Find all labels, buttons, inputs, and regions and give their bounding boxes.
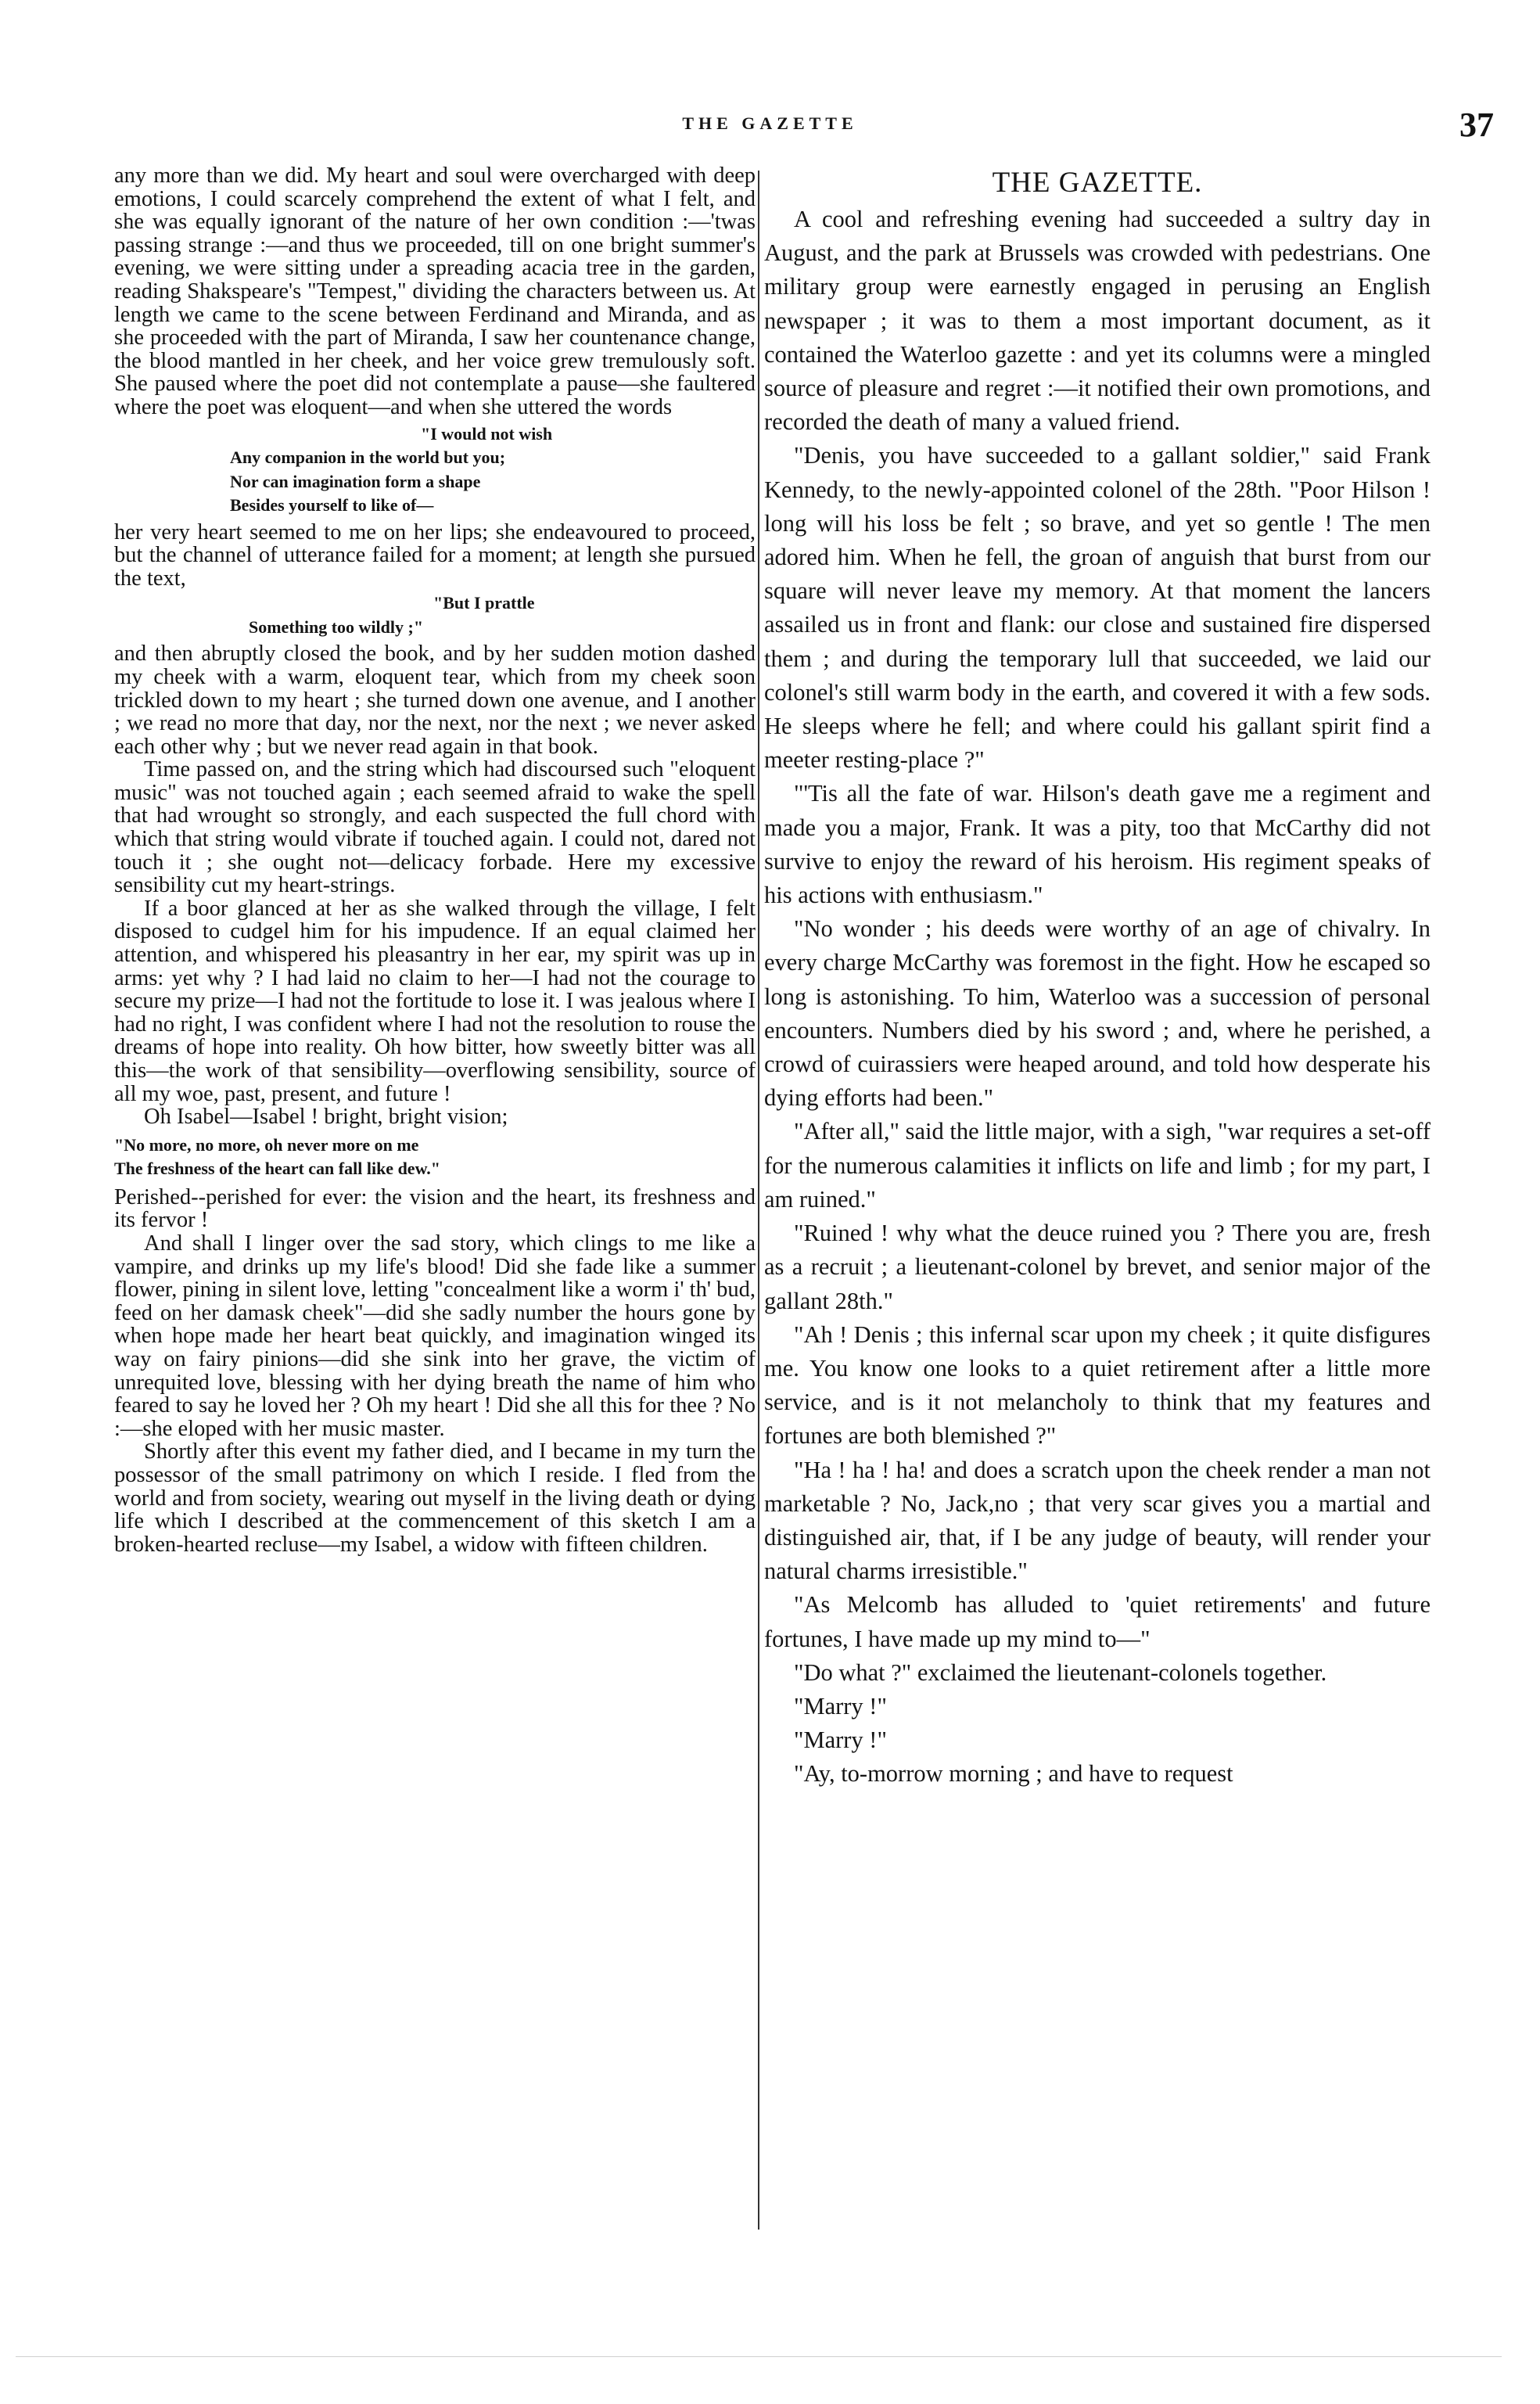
paragraph: "As Melcomb has alluded to 'quiet retirements' and future fortunes, I have made up my mind to—" <box>764 1591 1431 1652</box>
paragraph: "Ruined ! why what the deuce ruined you ? There you are, fresh as a recruit ; a lieutenant-colonel by brevet, and senior major of the gallant 28th." <box>764 1220 1431 1314</box>
running-head: THE GAZETTE <box>682 113 858 133</box>
paragraph: "Ay, to-morrow morning ; and have to request <box>794 1760 1233 1788</box>
paragraph: "Ah ! Denis ; this infernal scar upon my cheek ; it quite disfigures me. You know one looks to a quiet retirement after a little more service, and is it not melancholy to think that my features and fortunes are both blemished ?" <box>764 1321 1431 1450</box>
paragraph: A cool and refreshing evening had succeeded a sultry day in August, and the park at Brussels was crowded with pedestrians. One military group were earnestly engaged in perusing an English newspaper ; it was to them a most important document, as it contained the Waterloo gazette : and yet its columns were a mingled source of pleasure and regret :—it notified their own promotions, and recorded the death of many a valued friend. <box>764 206 1431 436</box>
paragraph: "After all," said the little major, with a sigh, "war requires a set-off for the numerous calamities it inflicts on life and limb ; for my part, I am ruined." <box>764 1118 1431 1213</box>
paragraph: "Do what ?" exclaimed the lieutenant-colonels together. <box>794 1658 1327 1686</box>
verse-line: Something too wildly ;" <box>249 616 424 637</box>
verse-line: "I would not wish <box>421 423 553 444</box>
verse-line: The freshness of the heart can fall like dew." <box>114 1159 440 1179</box>
paragraph: Time passed on, and the string which had discoursed such "eloquent music" was not touched again ; each seemed afraid to wake the spell that had wrought so strongly, and each suspected the full chord with which that string would vibrate if touched again. I could not, dared not touch it ; she ought not—delicacy forbade. Here my excessive sensibility cut my heart-strings. <box>114 757 756 898</box>
verse-line: Nor can imagination form a shape <box>230 471 481 491</box>
verse-line: "No more, no more, oh never more on me <box>114 1134 419 1155</box>
paragraph: "Ha ! ha ! ha! and does a scratch upon the cheek render a man not marketable ? No, Jack,no ; that very scar gives you a martial and distinguished air, that, if I be any judge of beauty, will render your natural charms irresistible." <box>764 1456 1431 1585</box>
scan-edge-line <box>16 2356 1502 2357</box>
paragraph: And shall I linger over the sad story, which clings to me like a vampire, and drinks up my life's blood! Did she fade like a summer flower, pining in silent love, letting "concealment like a worm i' th' bud, feed on her damask cheek"—did she sadly number the hours gone by when hope made her heart beat quickly, and imagination winged its way on fairy pinions—did she sink into her grave, the victim of unrequited love, blessing with her dying breath the name of him who feared to say he loved her ? Oh my heart ! Did she all this for thee ? No :—she eloped with her music master. <box>114 1231 756 1441</box>
paragraph: any more than we did. My heart and soul were overcharged with deep emotions, I could scarcely comprehend the extent of what I felt, and she was equally ignorant of the nature of her own condition :—'twas passing strange :—and thus we proceeded, till on one bright summer's evening, we were sitting under a spreading acacia tree in the garden, reading Shakspeare's "Tempest," dividing the characters between us. At length we came to the scene between Ferdinand and Miranda, and as she proceeded with the part of Miranda, I saw her countenance change, the blood mantled in her cheek, and her voice grew tremulously soft. She paused where the poet did not contemplate a pause—she faultered where the poet was eloquent—and when she uttered the words <box>114 164 756 419</box>
paragraph: "Marry !" <box>794 1727 887 1754</box>
paragraph: Perished--perished for ever: the vision and the heart, its freshness and its fervor ! <box>114 1184 756 1233</box>
right-column <box>764 167 1431 1791</box>
page-number: 37 <box>1459 106 1494 144</box>
paragraph: her very heart seemed to me on her lips; she endeavoured to proceed, but the channel of utterance failed for a moment; at length she pursued the text, <box>114 519 756 591</box>
paragraph: "'Tis all the fate of war. Hilson's death gave me a regiment and made you a major, Frank. It was a pity, too that McCarthy did not survive to enjoy the reward of his heroism. His regiment speaks of his actions with enthusiasm." <box>764 780 1431 909</box>
paragraph: "Marry !" <box>794 1692 887 1719</box>
verse-line: Besides yourself to like of— <box>230 495 434 516</box>
verse-line: "But I prattle <box>433 593 535 613</box>
verse-quote <box>114 419 756 518</box>
paragraph: and then abruptly closed the book, and by her sudden motion dashed my cheek with a warm, eloquent tear, which from my cheek soon trickled down to my heart ; she turned down one avenue, and I another ; we read no more that day, nor the next, nor the next ; we never asked each other why ; but we never read again in that book. <box>114 641 756 759</box>
verse-quote <box>114 1129 756 1186</box>
paragraph: "No wonder ; his deeds were worthy of an age of chivalry. In every charge McCarthy was foremost in the fight. How he escaped so long is astonishing. To him, Waterloo was a succession of personal encounters. Numbers died by his sword ; and, where he perished, a crowd of cuirassiers were heaped around, and told how desperate his dying efforts had been." <box>764 915 1431 1112</box>
paragraph: If a boor glanced at her as she walked through the village, I felt disposed to cudgel him for his impudence. If an equal claimed her attention, and whispered his pleasantry in her ear, my spirit was up in arms: yet why ? I had laid no claim to her—I had not the courage to secure my prize—I had not the fortitude to lose it. I was jealous where I had no right, I was confident where I had not the resolution to rouse the dreams of hope into reality. Oh how bitter, how sweetly bitter was all this—the work of that sensibility—overflowing sensibility, source of all my woe, past, present, and future ! <box>114 896 756 1106</box>
column-divider <box>758 171 759 2230</box>
verse-line: Any companion in the world but you; <box>230 447 506 468</box>
left-column <box>114 164 756 1556</box>
article-title: THE GAZETTE. <box>992 167 1203 199</box>
paragraph: "Denis, you have succeeded to a gallant soldier," said Frank Kennedy, to the newly-appointed colonel of the 28th. "Poor Hilson ! long will his loss be felt ; so brave, and yet so gentle ! The men adored him. When he fell, the groan of anguish that burst from our square will never leave my memory. At that moment the lancers assailed us in front and flank: our close and sustained fire dispersed them ; and during the temporary lull that succeeded, we laid our colonel's still warm body in the earth, and covered it with a few sods. He sleeps where he fell; and where could his gallant spirit find a meeter resting-place ?" <box>764 442 1431 774</box>
verse-quote <box>114 590 756 639</box>
paragraph: Shortly after this event my father died, and I became in my turn the possessor of the small patrimony on which I reside. I fled from the world and from society, wearing out myself in the living death or dying life which I described at the commencement of this sketch I am a broken-hearted recluse—my Isabel, a widow with fifteen children. <box>114 1439 756 1557</box>
paragraph: Oh Isabel—Isabel ! bright, bright vision; <box>144 1105 508 1130</box>
